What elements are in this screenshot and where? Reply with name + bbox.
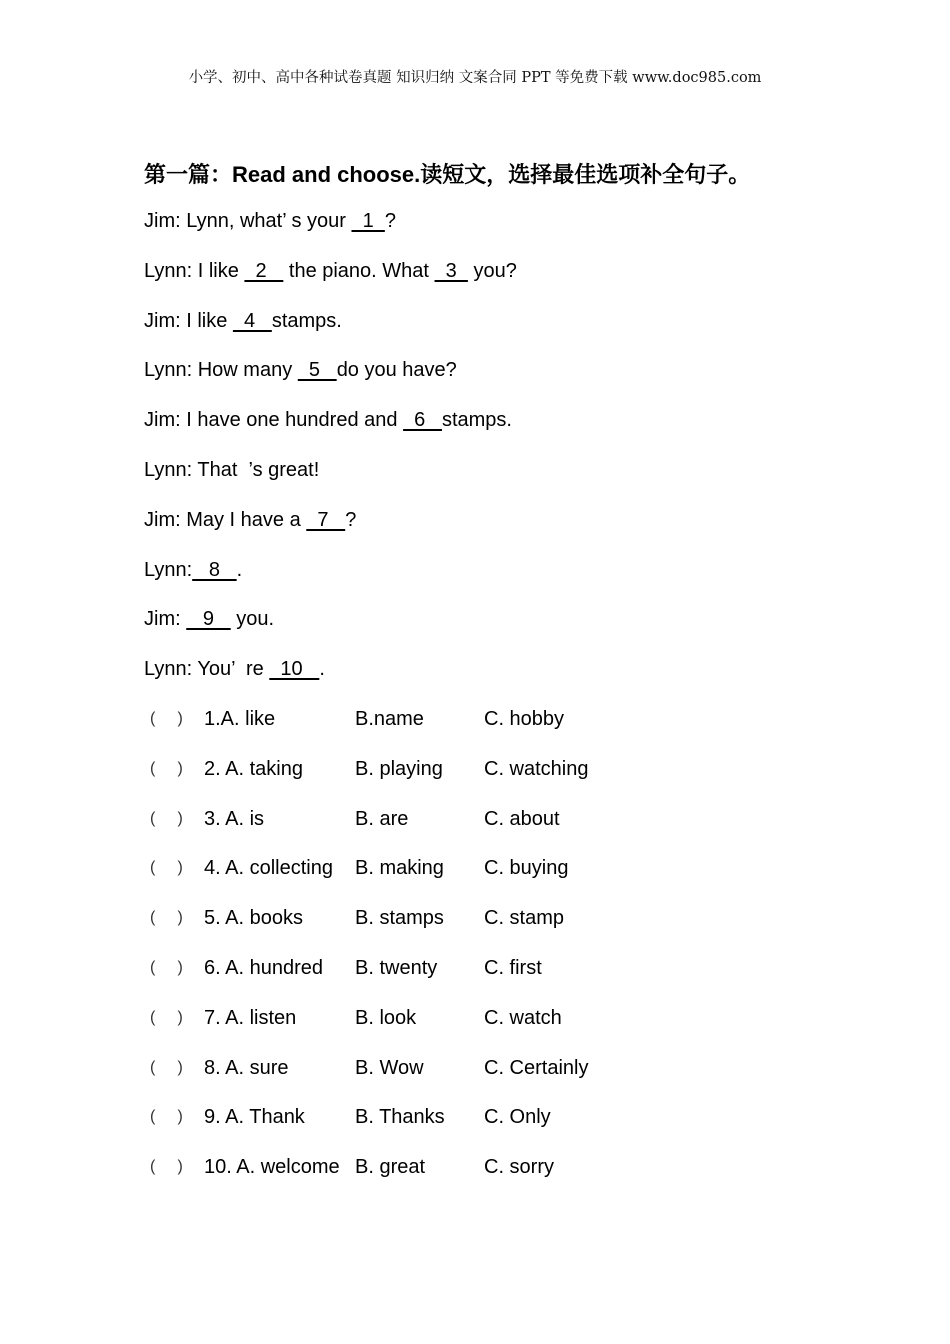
option-b: B. great bbox=[355, 1156, 426, 1179]
answer-blank: 4 bbox=[232, 309, 272, 332]
option-a: 3. A. is bbox=[204, 807, 265, 830]
option-c: C. stamp bbox=[484, 907, 565, 930]
option-c: C. buying bbox=[484, 857, 569, 880]
option-a: 4. A. collecting bbox=[204, 857, 333, 880]
dialogue-line bbox=[144, 209, 396, 233]
dialogue-text: Lynn: That ’s great! bbox=[144, 459, 320, 481]
option-c: C. first bbox=[484, 957, 542, 979]
dialogue-text: you? bbox=[467, 259, 517, 282]
option-b: B. twenty bbox=[355, 957, 438, 979]
answer-parentheses: ( ) bbox=[150, 959, 183, 976]
dialogue-text: stamps. bbox=[271, 309, 342, 332]
dialogue-line bbox=[144, 458, 319, 482]
option-b: B. Thanks bbox=[355, 1106, 445, 1129]
dialogue-line bbox=[144, 309, 342, 333]
option-c: C. hobby bbox=[484, 708, 565, 730]
section-title: 第一篇：Read and choose.读短文，选择最佳选项补全句子。 bbox=[144, 162, 751, 187]
dialogue-text: Lynn: I like bbox=[144, 259, 245, 282]
answer-blank: 7 bbox=[306, 508, 346, 531]
option-a: 6. A. hundred bbox=[204, 957, 323, 979]
option-a: 2. A. taking bbox=[204, 757, 303, 780]
option-b: B.name bbox=[355, 708, 424, 730]
dialogue-text: . bbox=[236, 558, 243, 581]
answer-blank: 6 bbox=[403, 409, 442, 432]
answer-parentheses: ( ) bbox=[150, 909, 183, 927]
option-a: 10. A. welcome bbox=[204, 1156, 340, 1179]
option-b: B. making bbox=[355, 857, 444, 880]
option-c: C. about bbox=[484, 807, 560, 830]
dialogue-line bbox=[144, 607, 274, 631]
dialogue-line bbox=[144, 657, 325, 681]
dialogue-text: Jim: I have one hundred and bbox=[144, 409, 404, 432]
option-a: 5. A. books bbox=[204, 907, 303, 930]
answer-blank: 5 bbox=[297, 359, 337, 382]
answer-parentheses: ( ) bbox=[150, 809, 183, 827]
option-a: 1.A. like bbox=[204, 708, 276, 730]
option-a: 7. A. listen bbox=[204, 1006, 297, 1029]
option-c: C. sorry bbox=[484, 1156, 554, 1179]
answer-blank: 10 bbox=[269, 658, 320, 681]
answer-parentheses: ( ) bbox=[150, 1058, 183, 1076]
dialogue-text: you. bbox=[230, 608, 275, 631]
option-b: B. look bbox=[355, 1006, 417, 1029]
dialogue-line bbox=[144, 408, 512, 432]
answer-blank: 2 bbox=[244, 259, 284, 282]
option-b: B. stamps bbox=[355, 907, 444, 930]
option-c: C. watch bbox=[484, 1006, 562, 1029]
dialogue-text: Jim: I like bbox=[144, 309, 233, 332]
answer-blank: 1 bbox=[351, 210, 385, 232]
option-c: C. Only bbox=[484, 1106, 551, 1129]
dialogue-line bbox=[144, 259, 517, 283]
option-c: C. Certainly bbox=[484, 1056, 589, 1079]
answer-blank: 3 bbox=[434, 259, 468, 282]
option-c: C. watching bbox=[484, 757, 589, 780]
answer-parentheses: ( ) bbox=[150, 1108, 183, 1126]
dialogue-text: stamps. bbox=[441, 409, 512, 432]
option-b: B. playing bbox=[355, 757, 443, 780]
answer-parentheses: ( ) bbox=[150, 759, 183, 777]
answer-parentheses: ( ) bbox=[150, 859, 183, 877]
answer-blank: 9 bbox=[186, 608, 231, 631]
dialogue-text: ? bbox=[384, 210, 396, 232]
option-a: 8. A. sure bbox=[204, 1056, 289, 1079]
dialogue-text: . bbox=[319, 658, 325, 681]
dialogue-text: Lynn: How many bbox=[144, 359, 298, 382]
dialogue-text: Lynn: You’ re bbox=[144, 658, 270, 681]
option-b: B. are bbox=[355, 807, 409, 830]
dialogue-text: do you have? bbox=[336, 359, 457, 382]
dialogue-text: Lynn: bbox=[144, 558, 193, 581]
dialogue-text: the piano. What bbox=[283, 259, 435, 282]
option-a: 9. A. Thank bbox=[204, 1106, 305, 1129]
dialogue-text: Jim: bbox=[144, 608, 187, 631]
dialogue-text: ? bbox=[345, 508, 357, 531]
option-b: B. Wow bbox=[355, 1056, 424, 1079]
dialogue-line bbox=[144, 558, 242, 582]
dialogue-line bbox=[144, 358, 457, 382]
dialogue-line bbox=[144, 508, 356, 532]
dialogue-text: Jim: Lynn, what’ s your bbox=[144, 210, 352, 232]
answer-parentheses: ( ) bbox=[150, 1008, 183, 1026]
answer-parentheses: ( ) bbox=[150, 710, 183, 727]
dialogue-text: Jim: May I have a bbox=[144, 508, 307, 531]
page-header: 小学、初中、高中各种试卷真题 知识归纳 文案合同 PPT 等免费下载 www.doc985.com bbox=[188, 70, 762, 86]
answer-parentheses: ( ) bbox=[150, 1158, 183, 1176]
answer-blank: 8 bbox=[192, 558, 237, 581]
